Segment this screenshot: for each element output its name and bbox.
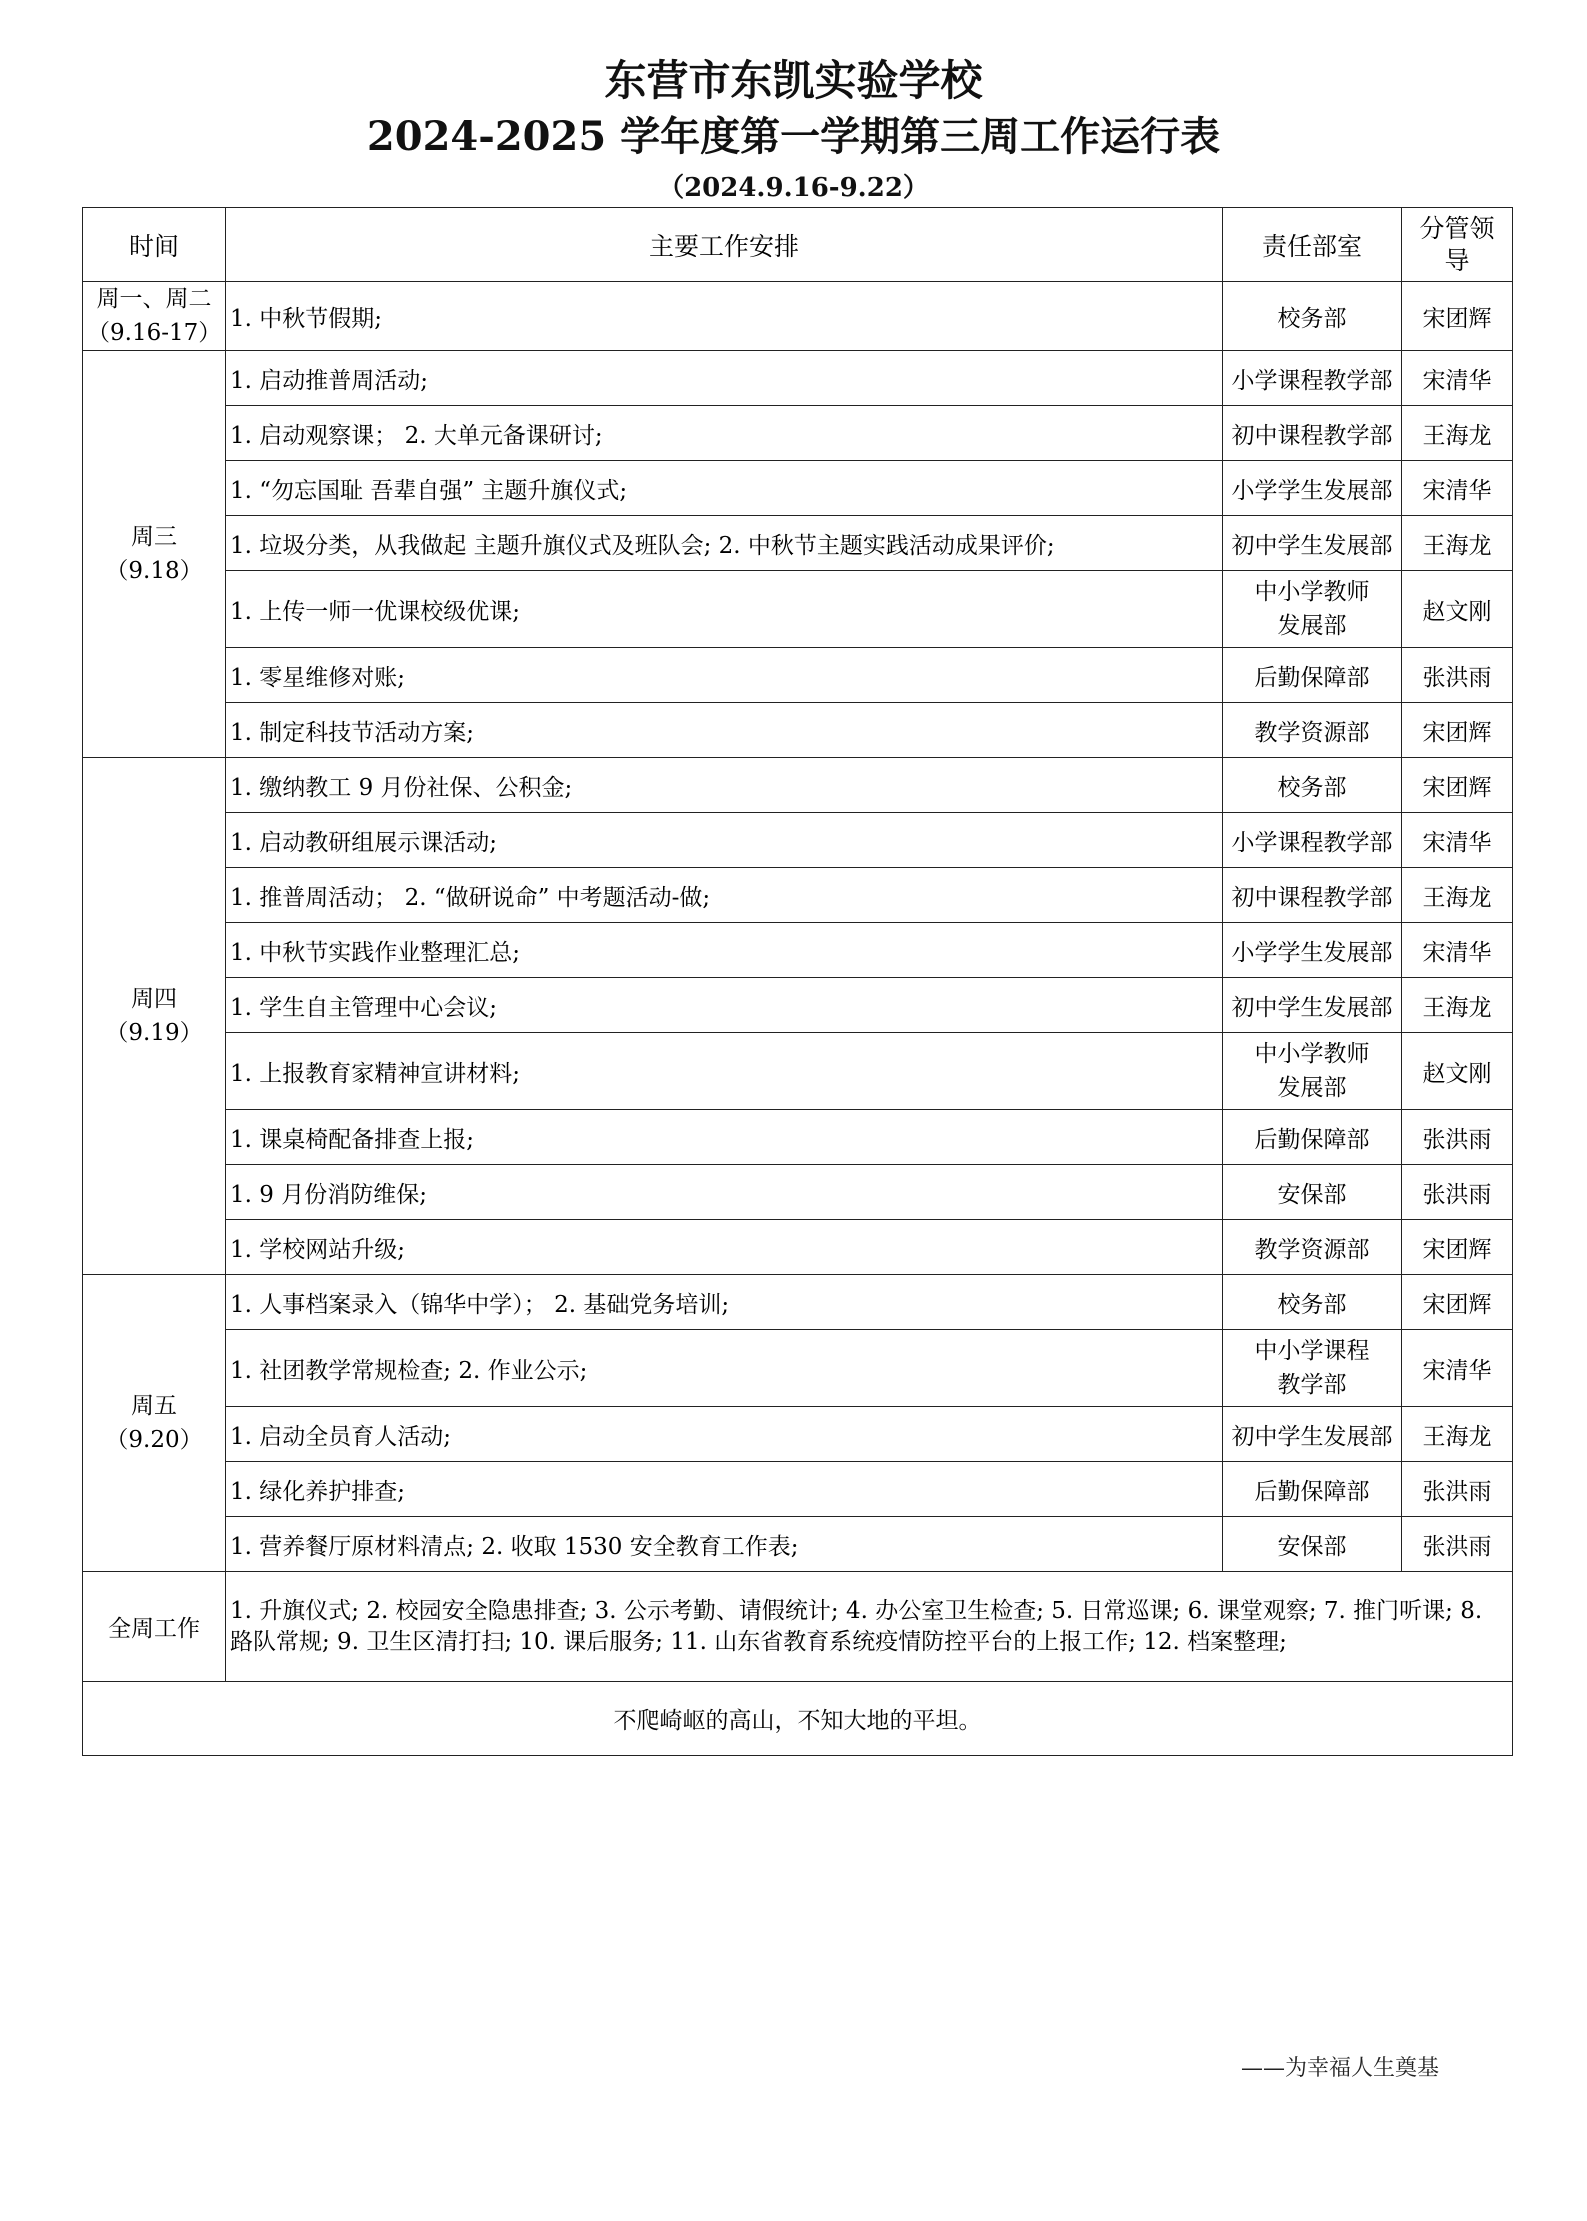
task-cell: 1. 垃圾分类，从我做起 主题升旗仪式及班队会; 2. 中秋节主题实践活动成果评价;	[226, 516, 1223, 571]
leader-cell: 王海龙	[1402, 1407, 1513, 1462]
leader-cell: 赵文刚	[1402, 571, 1513, 648]
table-row	[83, 406, 1513, 461]
table-row	[83, 923, 1513, 978]
department-line: 中小学教师	[1254, 579, 1370, 605]
table-row	[83, 1033, 1513, 1110]
leader-cell: 王海龙	[1402, 516, 1513, 571]
leader-cell: 张洪雨	[1402, 1165, 1513, 1220]
department-cell: 后勤保障部	[1223, 1462, 1402, 1517]
table-row	[83, 516, 1513, 571]
leader-cell: 张洪雨	[1402, 648, 1513, 703]
task-cell: 1. 营养餐厅原材料清点; 2. 收取 1530 安全教育工作表;	[226, 1517, 1223, 1572]
table-row	[83, 1165, 1513, 1220]
all-week-content: 1. 升旗仪式; 2. 校园安全隐患排查; 3. 公示考勤、请假统计; 4. 办公室卫生检查; 5. 日常巡课; 6. 课堂观察; 7. 推门听课; 8. 路队常规; 9. 卫生区清打扫; 10. 课后服务; 11. 山东省教育系统疫情防控平台的上报工作; 12. 档案整理;	[226, 1572, 1513, 1682]
leader-cell: 宋清华	[1402, 1330, 1513, 1407]
table-row	[83, 571, 1513, 648]
day-name: 周五	[131, 1393, 177, 1419]
day-date: （9.20）	[105, 1427, 203, 1453]
task-cell: 1. 上报教育家精神宣讲材料;	[226, 1033, 1223, 1110]
department-cell: 后勤保障部	[1223, 1110, 1402, 1165]
table-row	[83, 461, 1513, 516]
day-name: 周四	[131, 986, 177, 1012]
day-cell	[83, 1275, 226, 1572]
task-cell: 1. 课桌椅配备排查上报;	[226, 1110, 1223, 1165]
table-row	[83, 648, 1513, 703]
leader-cell: 王海龙	[1402, 406, 1513, 461]
table-row	[83, 1275, 1513, 1330]
column-header-leader	[1402, 208, 1513, 282]
department-line: 中小学课程	[1254, 1338, 1370, 1364]
department-cell: 小学课程教学部	[1223, 351, 1402, 406]
day-date: （9.19）	[105, 1020, 203, 1046]
leader-cell: 宋团辉	[1402, 1220, 1513, 1275]
day-date: （9.16-17）	[87, 320, 222, 346]
table-row	[83, 351, 1513, 406]
department-cell	[1223, 571, 1402, 648]
task-cell: 1. 缴纳教工 9 月份社保、公积金;	[226, 758, 1223, 813]
column-header-time: 时间	[83, 208, 226, 282]
leader-cell: 赵文刚	[1402, 1033, 1513, 1110]
schedule-table	[82, 207, 1513, 1756]
task-cell: 1. 启动全员育人活动;	[226, 1407, 1223, 1462]
day-date: （9.18）	[105, 558, 203, 584]
department-cell: 教学资源部	[1223, 1220, 1402, 1275]
leader-cell: 王海龙	[1402, 868, 1513, 923]
table-row	[83, 868, 1513, 923]
task-cell: 1. 人事档案录入（锦华中学）； 2. 基础党务培训;	[226, 1275, 1223, 1330]
day-name: 周三	[131, 524, 177, 550]
department-cell: 后勤保障部	[1223, 648, 1402, 703]
day-name: 周一、周二	[96, 286, 212, 312]
task-cell: 1. 中秋节假期;	[226, 282, 1223, 351]
leader-cell: 张洪雨	[1402, 1110, 1513, 1165]
table-row	[83, 978, 1513, 1033]
all-week-row	[83, 1572, 1513, 1682]
table-row	[83, 1110, 1513, 1165]
table-row	[83, 813, 1513, 868]
table-row	[83, 758, 1513, 813]
task-cell: 1. 制定科技节活动方案;	[226, 703, 1223, 758]
column-header-dept: 责任部室	[1223, 208, 1402, 282]
day-cell	[83, 758, 226, 1275]
leader-cell: 张洪雨	[1402, 1462, 1513, 1517]
department-cell: 初中课程教学部	[1223, 868, 1402, 923]
leader-cell: 宋团辉	[1402, 758, 1513, 813]
department-cell: 校务部	[1223, 282, 1402, 351]
task-cell: 1. 学校网站升级;	[226, 1220, 1223, 1275]
department-cell: 初中学生发展部	[1223, 978, 1402, 1033]
department-line: 发展部	[1277, 1075, 1347, 1101]
leader-cell: 宋清华	[1402, 923, 1513, 978]
department-cell: 校务部	[1223, 758, 1402, 813]
leader-cell: 张洪雨	[1402, 1517, 1513, 1572]
task-cell: 1. 启动观察课； 2. 大单元备课研讨;	[226, 406, 1223, 461]
department-cell: 小学学生发展部	[1223, 923, 1402, 978]
table-row	[83, 703, 1513, 758]
leader-cell: 宋清华	[1402, 461, 1513, 516]
task-cell: 1. 上传一师一优课校级优课;	[226, 571, 1223, 648]
task-cell: 1. 绿化养护排查;	[226, 1462, 1223, 1517]
department-cell: 小学学生发展部	[1223, 461, 1402, 516]
department-cell: 教学资源部	[1223, 703, 1402, 758]
leader-cell: 王海龙	[1402, 978, 1513, 1033]
department-cell: 小学课程教学部	[1223, 813, 1402, 868]
table-row	[83, 282, 1513, 351]
task-cell: 1. 启动推普周活动;	[226, 351, 1223, 406]
date-range: （2024.9.16-9.22）	[658, 173, 929, 203]
table-row	[83, 1517, 1513, 1572]
department-cell: 初中学生发展部	[1223, 516, 1402, 571]
department-line: 教学部	[1277, 1372, 1347, 1398]
task-cell: 1. 启动教研组展示课活动;	[226, 813, 1223, 868]
department-cell: 初中学生发展部	[1223, 1407, 1402, 1462]
day-cell	[83, 351, 226, 758]
school-name: 东营市东凯实验学校	[604, 56, 983, 105]
document-title: 2024-2025 学年度第一学期第三周工作运行表	[366, 113, 1221, 160]
task-cell: 1. 中秋节实践作业整理汇总;	[226, 923, 1223, 978]
motto: 不爬崎岖的高山，不知大地的平坦。	[83, 1682, 1513, 1756]
leader-cell: 宋团辉	[1402, 703, 1513, 758]
motto-row	[83, 1682, 1513, 1756]
department-cell: 安保部	[1223, 1165, 1402, 1220]
footer-slogan: ——为幸福人生奠基	[1241, 2056, 1440, 2081]
task-cell: 1. 社团教学常规检查; 2. 作业公示;	[226, 1330, 1223, 1407]
department-cell: 校务部	[1223, 1275, 1402, 1330]
day-cell	[83, 282, 226, 351]
task-cell: 1. 9 月份消防维保;	[226, 1165, 1223, 1220]
leader-cell: 宋清华	[1402, 813, 1513, 868]
all-week-label: 全周工作	[83, 1572, 226, 1682]
column-header-work: 主要工作安排	[226, 208, 1223, 282]
department-cell: 初中课程教学部	[1223, 406, 1402, 461]
table-row	[83, 1407, 1513, 1462]
department-cell	[1223, 1330, 1402, 1407]
table-row	[83, 1330, 1513, 1407]
task-cell: 1. 学生自主管理中心会议;	[226, 978, 1223, 1033]
task-cell: 1. 推普周活动； 2. “做研说命” 中考题活动-做;	[226, 868, 1223, 923]
leader-header-text: 分管领导	[1419, 213, 1495, 275]
department-cell	[1223, 1033, 1402, 1110]
department-line: 中小学教师	[1254, 1041, 1370, 1067]
department-line: 发展部	[1277, 613, 1347, 639]
table-row	[83, 1462, 1513, 1517]
task-cell: 1. 零星维修对账;	[226, 648, 1223, 703]
leader-cell: 宋清华	[1402, 351, 1513, 406]
leader-cell: 宋团辉	[1402, 1275, 1513, 1330]
task-cell: 1. “勿忘国耻 吾辈自强” 主题升旗仪式;	[226, 461, 1223, 516]
leader-cell: 宋团辉	[1402, 282, 1513, 351]
department-cell: 安保部	[1223, 1517, 1402, 1572]
table-row	[83, 1220, 1513, 1275]
